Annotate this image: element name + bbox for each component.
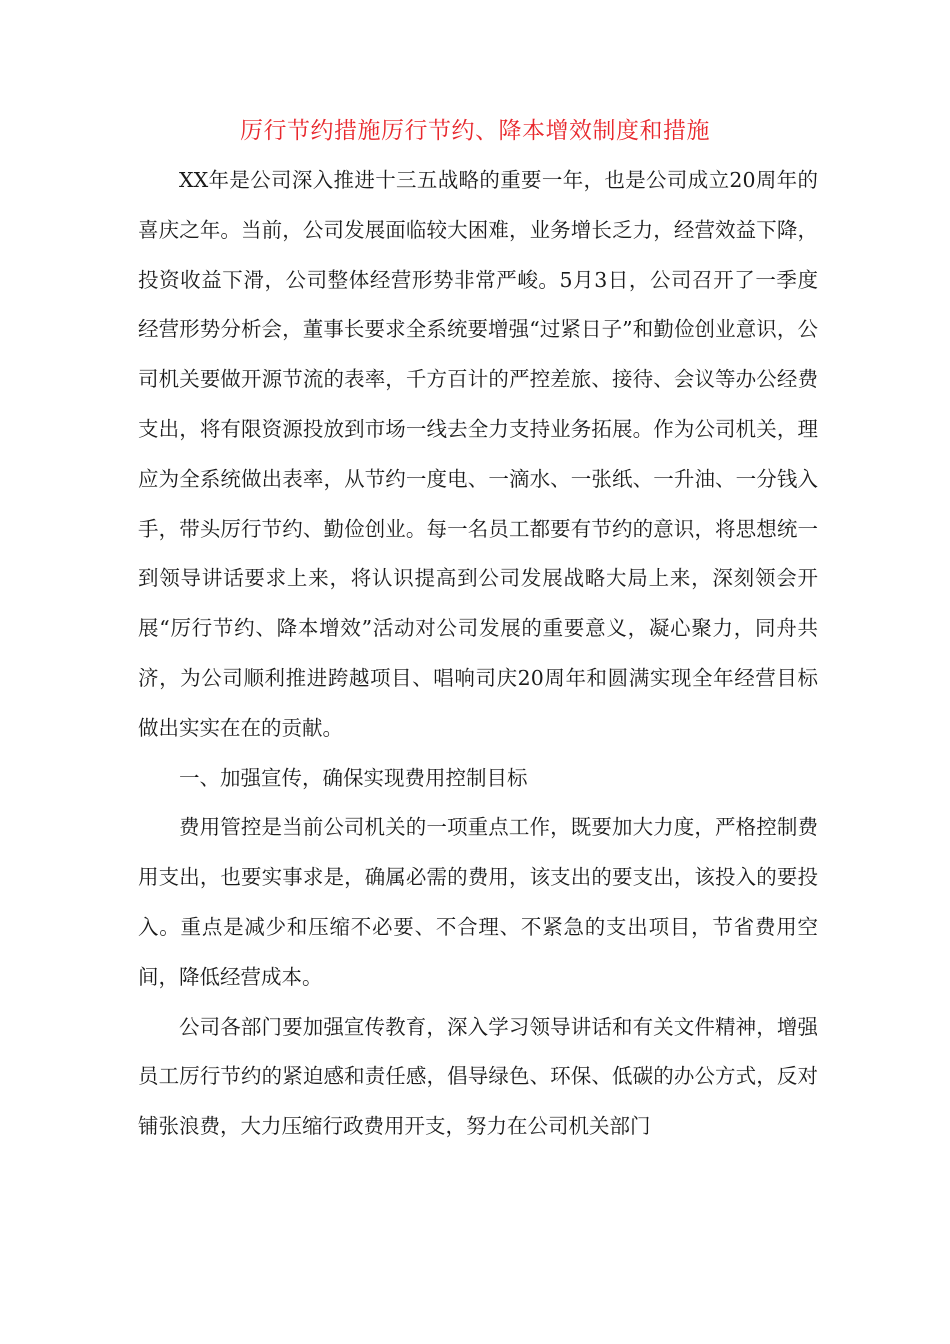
document-title: 厉行节约措施厉行节约、降本增效制度和措施 xyxy=(240,118,710,144)
paragraph-cost-control: 费用管控是当前公司机关的一项重点工作，既要加大力度，严格控制费用支出，也要实事求是，确属必需的费用，该支出的要支出，该投入的要投入。重点是减少和压缩不必要、不合理、不紧急的支出项目，节省费用空间，降低经营成本。 xyxy=(138,815,818,989)
paragraph-intro: XX年是公司深入推进十三五战略的重要一年，也是公司成立20周年的喜庆之年。当前，公司发展面临较大困难，业务增长乏力，经营效益下降，投资收益下滑，公司整体经营形势非常严峻。5月3日，公司召开了一季度经营形势分析会，董事长要求全系统要增强“过紧日子”和勤俭创业意识，公司机关要做开源节流的表率，千方百计的严控差旅、接待、会议等办公经费支出，将有限资源投放到市场一线去全力支持业务拓展。作为公司机关，理应为全系统做出表率，从节约一度电、一滴水、一张纸、一升油、一分钱入手，带头厉行节约、勤俭创业。每一名员工都要有节约的意识，将思想统一到领导讲话要求上来，将认识提高到公司发展战略大局上来，深刻领会开展“厉行节约、降本增效”活动对公司发展的重要意义，凝心聚力，同舟共济，为公司顺利推进跨越项目、唱响司庆20周年和圆满实现全年经营目标做出实实在在的贡献。 xyxy=(138,168,818,740)
section-heading-1: 一、加强宣传，确保实现费用控制目标 xyxy=(179,765,528,790)
document-body xyxy=(138,156,818,1152)
paragraph-publicity: 公司各部门要加强宣传教育，深入学习领导讲话和有关文件精神，增强员工厉行节约的紧迫感和责任感，倡导绿色、环保、低碳的办公方式，反对铺张浪费，大力压缩行政费用开支，努力在公司机关部门 xyxy=(138,1014,818,1139)
